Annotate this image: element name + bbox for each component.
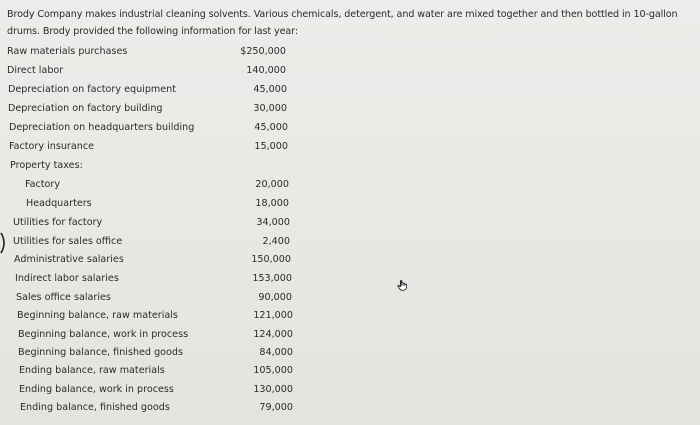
row-label: Utilities for factory — [13, 217, 103, 228]
table-row — [0, 234, 320, 250]
row-label: Indirect labor salaries — [15, 273, 119, 284]
row-label: Factory insurance — [9, 141, 94, 152]
intro-line-2: drums. Brody provided the following information for last year: — [7, 26, 298, 37]
table-row — [0, 308, 320, 324]
row-value: 140,000 — [246, 65, 286, 76]
row-value: 84,000 — [259, 347, 293, 358]
row-label: Depreciation on factory equipment — [8, 84, 177, 95]
row-value: 153,000 — [252, 273, 292, 284]
row-label: Headquarters — [26, 198, 92, 209]
table-row — [0, 345, 320, 361]
row-value: 105,000 — [253, 365, 293, 376]
row-label: Ending balance, work in process — [19, 384, 174, 395]
table-row — [0, 215, 320, 231]
row-label: Direct labor — [7, 65, 64, 76]
table-row — [0, 44, 320, 60]
row-value: 45,000 — [254, 122, 288, 133]
hand-pointer-icon — [396, 278, 410, 292]
row-value: 15,000 — [254, 141, 288, 152]
row-label: Ending balance, raw materials — [19, 365, 165, 376]
row-value: 121,000 — [253, 310, 293, 321]
row-value: 20,000 — [255, 179, 289, 190]
table-row — [0, 158, 320, 174]
row-value: 45,000 — [253, 84, 287, 95]
row-label: Beginning balance, work in process — [18, 329, 189, 340]
table-row — [0, 177, 320, 193]
row-label: Property taxes: — [10, 160, 83, 171]
table-row — [0, 400, 320, 416]
row-value: 90,000 — [258, 292, 292, 303]
table-row — [0, 363, 320, 379]
table-row — [0, 120, 320, 136]
row-label: Beginning balance, finished goods — [18, 347, 183, 358]
row-value: 18,000 — [255, 198, 289, 209]
table-row — [0, 327, 320, 343]
row-label: Factory — [25, 179, 61, 190]
row-label: Raw materials purchases — [7, 46, 128, 57]
row-value: 2,400 — [262, 236, 290, 247]
row-label: Depreciation on factory building — [8, 103, 163, 114]
row-value: 79,000 — [259, 402, 293, 413]
row-value: 150,000 — [251, 254, 291, 265]
row-label: Beginning balance, raw materials — [17, 310, 178, 321]
row-label: Utilities for sales office — [13, 236, 123, 247]
row-label: Administrative salaries — [14, 254, 124, 265]
selection-bracket-icon — [0, 232, 8, 254]
table-row — [0, 196, 320, 212]
table-row — [0, 63, 320, 79]
intro-line-1: Brody Company makes industrial cleaning solvents. Various chemicals, detergent, and water are mixed together and then bottled in 10-gallon — [7, 9, 678, 20]
table-row — [0, 139, 320, 155]
table-row — [0, 382, 320, 398]
row-value: $250,000 — [240, 46, 286, 57]
row-label: Depreciation on headquarters building — [9, 122, 195, 133]
table-row — [0, 290, 320, 306]
row-value: 130,000 — [253, 384, 293, 395]
row-label: Ending balance, finished goods — [20, 402, 170, 413]
row-label: Sales office salaries — [16, 292, 111, 303]
table-row — [0, 252, 320, 268]
intro-paragraph — [7, 6, 697, 40]
table-row — [0, 82, 320, 98]
table-row — [0, 271, 320, 287]
row-value: 30,000 — [253, 103, 287, 114]
row-value: 124,000 — [253, 329, 293, 340]
table-row — [0, 101, 320, 117]
row-value: 34,000 — [256, 217, 290, 228]
